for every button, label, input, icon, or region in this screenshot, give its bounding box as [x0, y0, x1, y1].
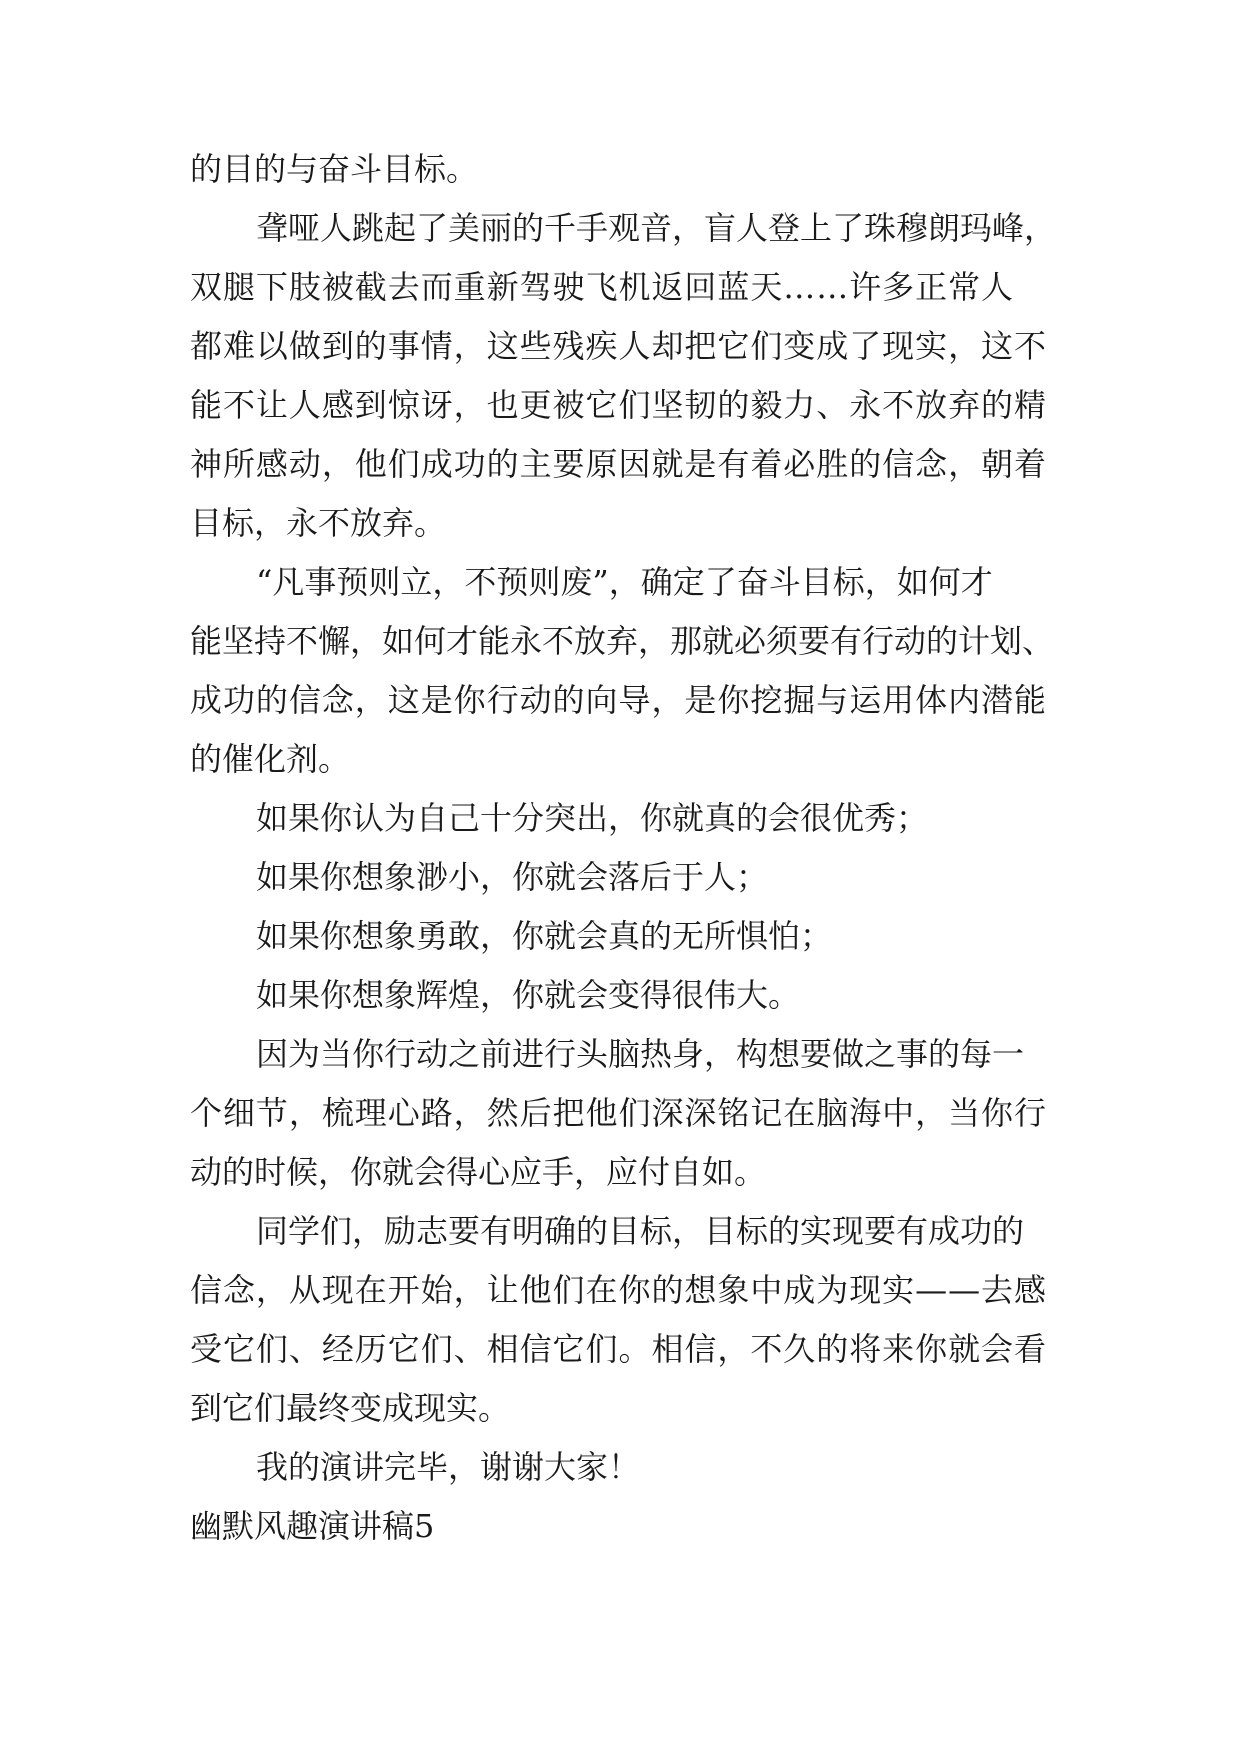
text-line: 同学们，励志要有明确的目标，目标的实现要有成功的: [256, 1212, 1025, 1250]
text-line: “凡事预则立，不预则废”，确定了奋斗目标，如何才: [256, 563, 993, 601]
text-line: 双腿下肢被截去而重新驾驶飞机返回蓝天……许多正常人: [190, 268, 1015, 306]
text-line: 如果你认为自己十分突出，你就真的会很优秀；: [256, 799, 929, 837]
text-line: 的目的与奋斗目标。: [190, 150, 479, 188]
text-line: 如果你想象勇敢，你就会真的无所惧怕；: [256, 917, 833, 955]
text-line: 成功的信念，这是你行动的向导，是你挖掘与运用体内潜能: [190, 681, 1047, 719]
section-heading: 幽默风趣演讲稿5: [190, 1507, 435, 1545]
text-line: 都难以做到的事情，这些残疾人却把它们变成了现实，这不: [190, 327, 1047, 365]
text-line: 个细节，梳理心路，然后把他们深深铭记在脑海中，当你行: [190, 1094, 1047, 1132]
text-line: 如果你想象渺小，你就会落后于人；: [256, 858, 769, 896]
text-line: 的催化剂。: [190, 740, 351, 778]
text-line: 受它们、经历它们、相信它们。相信，不久的将来你就会看: [190, 1330, 1047, 1368]
text-line: 目标，永不放弃。: [190, 504, 447, 542]
text-line: 神所感动，他们成功的主要原因就是有着必胜的信念，朝着: [190, 445, 1047, 483]
text-line: 能坚持不懈，如何才能永不放弃，那就必须要有行动的计划、: [190, 622, 1055, 660]
text-line: 到它们最终变成现实。: [190, 1389, 511, 1427]
text-line: 信念，从现在开始，让他们在你的想象中成为现实——去感: [190, 1271, 1047, 1309]
text-line: 如果你想象辉煌，你就会变得很伟大。: [256, 976, 801, 1014]
text-line: 能不让人感到惊讶，也更被它们坚韧的毅力、永不放弃的精: [190, 386, 1047, 424]
text-line: 我的演讲完毕，谢谢大家！: [256, 1448, 641, 1486]
text-line: 因为当你行动之前进行头脑热身，构想要做之事的每一: [256, 1035, 1025, 1073]
text-line: 动的时候，你就会得心应手，应付自如。: [190, 1153, 767, 1191]
text-line: 聋哑人跳起了美丽的千手观音，盲人登上了珠穆朗玛峰，: [256, 209, 1057, 247]
